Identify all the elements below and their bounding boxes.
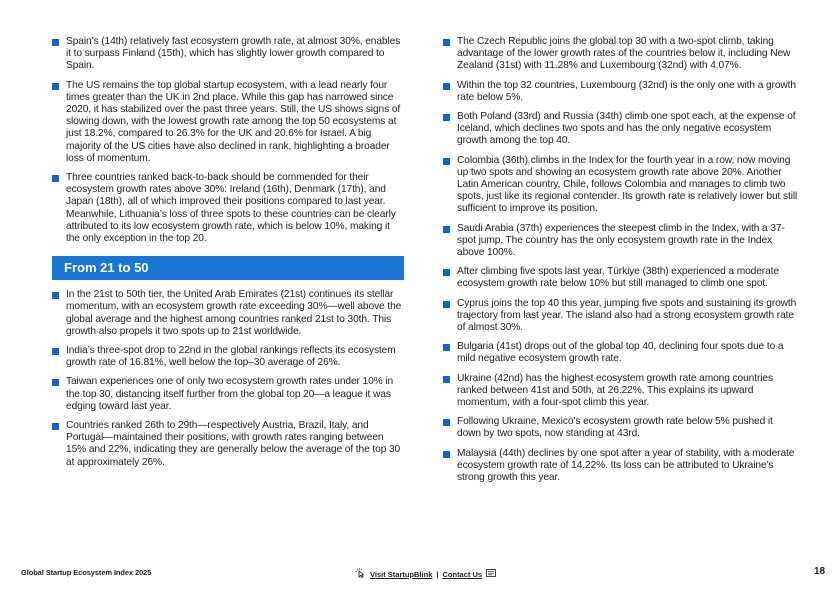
footer-report-title: Global Startup Ecosystem Index 2025 [21,568,152,577]
mail-icon [486,569,497,580]
bullet-square-icon [52,423,59,430]
bullet-square-icon [443,83,450,90]
list-item [443,155,798,216]
bullet-square-icon [52,83,59,90]
bullet-list-top [52,36,404,245]
list-item-text: Countries ranked 26th to 29th—respectively Austria, Brazil, Italy, and Portugal—maintained their positions, with growth rates ranging between 15% and 22%, indicating they are generally below the average of the top 30 at approximately 26%. [66,420,401,468]
list-item [52,36,404,73]
bullet-square-icon [443,226,450,233]
bullet-square-icon [443,419,450,426]
list-item-text: Following Ukraine, Mexico’s ecosystem growth rate below 5% pushed it down by two spots, now standing at 43rd. [457,416,773,440]
list-item-text: Three countries ranked back-to-back should be commended for their ecosystem growth rates above 30%: Ireland (16th), Denmark (17th), and Japan (18th), all of which improved their positions compared to last year. Meanwhile, Lithuania’s loss of three spots to these countries can be clearly attributed to its low ecosystem growth rate, which is below 10%, making it the only exception in the top 20. [66,172,396,245]
list-item [443,223,798,260]
list-item-text: The Czech Republic joins the global top 30 with a two-spot climb, taking advantage of the lower growth rates of the countries below it, including New Zealand (31st) with 11.28% and Luxembourg (32nd) with 4.07%. [457,36,791,72]
bullet-square-icon [443,158,450,165]
footer-links [355,568,497,580]
section-header: From 21 to 50 [52,256,404,280]
left-column [52,36,404,476]
list-item-text: Malaysia (44th) declines by one spot after a year of stability, with a moderate ecosystem growth rate of 14.22%. Its loss can be attributed to Ukraine’s strong growth this year. [457,447,795,484]
list-item [52,376,404,413]
list-item [52,172,404,245]
page-footer [0,566,840,586]
visit-startupblink-link[interactable]: Visit StartupBlink [370,569,433,579]
footer-separator: | [436,569,439,579]
list-item [443,36,798,73]
list-item-text: Bulgaria (41st) drops out of the global top 40, declining four spots due to a mild negative ecosystem growth rate. [457,341,784,365]
list-item-text: Spain’s (14th) relatively fast ecosystem growth rate, at almost 30%, enables it to surpass Finland (15th), which has slightly lower growth compared to Spain. [66,36,401,72]
list-item [52,345,404,369]
list-item-text: Saudi Arabia (37th) experiences the steepest climb in the Index, with a 37-spot jump. The country has the only ecosystem growth rate in the Index above 100%. [457,222,785,259]
bullet-square-icon [443,114,450,121]
bullet-square-icon [52,348,59,355]
bullet-square-icon [443,39,450,46]
list-item-text: In the 21st to 50th tier, the United Arab Emirates (21st) continues its stellar momentum, with an ecosystem growth rate exceeding 30%—well above the global average and the highest among countries ranked 21st to 30th. This growth also propels it two spots up to 21st worldwide. [66,289,402,337]
page-number: 18 [814,566,826,577]
list-item-text: After climbing five spots last year, Türkiye (38th) experienced a moderate ecosystem growth rate below 10% but still managed to climb one spot. [457,266,779,290]
list-item [443,266,798,290]
contact-us-link[interactable]: Contact Us [442,569,483,579]
list-item [443,373,798,410]
bullet-square-icon [443,451,450,458]
list-item [443,80,798,104]
bullet-square-icon [443,376,450,383]
bullet-square-icon [52,175,59,182]
bullet-square-icon [443,344,450,351]
list-item-text: The US remains the top global startup ecosystem, with a lead nearly four times greater than the UK in 2nd place. While this gap has narrowed since 2020, it has stabilized over the past three years. Still, the US shows signs of slowing down, with the lowest growth rate among the top 50 ecosystems at just 18.2%, compared to 26.3% for the UK and 20.6% for Israel. A big majority of the US cities have also declined in rank, highlighting a broader loss of momentum. [66,79,401,164]
bullet-list-bottom [52,289,404,469]
list-item-text: India’s three-spot drop to 22nd in the global rankings reflects its ecosystem growth rate of 16.81%, well below the top–30 average of 26%. [66,345,396,369]
list-item [52,80,404,165]
list-item-text: Colombia (36th) climbs in the Index for the fourth year in a row, now moving up two spots and showing an ecosystem growth rate above 20%. Another Latin American country, Chile, follows Colombia and manages to climb two spots, just like its regional contender. Its growth rate is relatively lower but still sufficient to improve its position. [457,154,798,215]
right-column [443,36,798,491]
list-item-text: Cyprus joins the top 40 this year, jumping five spots and sustaining its growth trajectory from last year. The island also had a strong ecosystem growth rate of almost 30%. [457,297,797,334]
list-item [443,448,798,485]
list-item [443,298,798,335]
bullet-square-icon [52,39,59,46]
list-item [443,111,798,148]
list-item [443,341,798,365]
list-item [52,289,404,338]
bullet-square-icon [443,301,450,308]
cursor-click-icon [355,568,366,580]
bullet-square-icon [443,269,450,276]
bullet-list-right [443,36,798,484]
list-item-text: Within the top 32 countries, Luxembourg (32nd) is the only one with a growth rate below 5%. [457,79,796,103]
list-item [52,420,404,469]
bullet-square-icon [52,292,59,299]
bullet-square-icon [52,379,59,386]
list-item-text: Ukraine (42nd) has the highest ecosystem growth rate among countries ranked between 41st and 50th, at 26.22%. This explains its upward momentum, with a four-spot climb this year. [457,372,773,409]
list-item-text: Taiwan experiences one of only two ecosystem growth rates under 10% in the top 30, distancing itself further from the global top 20—a league it was edging toward last year. [66,376,394,412]
list-item [443,416,798,440]
list-item-text: Both Poland (33rd) and Russia (34th) climb one spot each, at the expense of Iceland, which declines two spots and has the only negative ecosystem growth among the top 40. [457,111,796,147]
